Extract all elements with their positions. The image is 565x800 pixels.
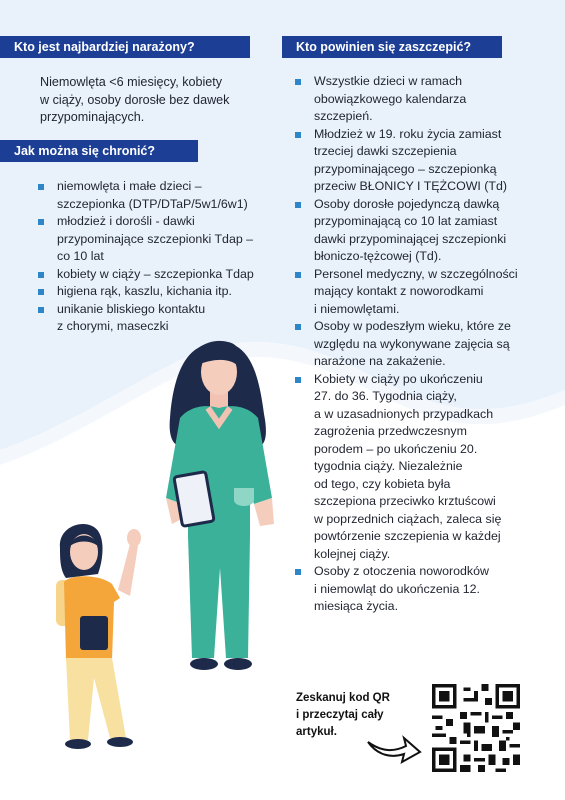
qr-instruction: Zeskanuj kod QR i przeczytaj cały artykuł. — [296, 692, 390, 738]
list-item: Personel medyczny, w szczególności mający kontakt z noworodkami i niemowlętami. — [294, 266, 554, 319]
list-item: Młodzież w 19. roku życia zamiast trzeciej dawki szczepienia przypominającego – szczepionką przeciw BŁONICY I TĘŻCOWI (Td) — [294, 126, 554, 196]
risk-line: Niemowlęta <6 miesięcy, kobiety — [40, 75, 223, 89]
list-item: unikanie bliskiego kontaktu z chorymi, maseczki — [37, 301, 277, 336]
section-header-risk: Kto jest najbardziej narażony? — [0, 36, 250, 58]
list-item: Osoby dorosłe pojedynczą dawką przypominającą co 10 lat zamiast dawki przypominającej szczepionki błoniczo-tężcowej (Td). — [294, 196, 554, 266]
section-header-who: Kto powinien się zaszczepić? — [282, 36, 502, 58]
risk-line: w ciąży, osoby dorosłe bez dawek — [40, 92, 230, 107]
qr-code-icon[interactable] — [432, 684, 520, 772]
child-illustration — [40, 518, 160, 768]
risk-paragraph — [40, 74, 260, 127]
list-item: młodzież i dorośli - dawki przypominające szczepionki Tdap – co 10 lat — [37, 213, 277, 266]
protection-list — [37, 178, 277, 336]
section-header-protection: Jak można się chronić? — [0, 140, 198, 162]
nurse-illustration — [150, 328, 290, 688]
list-item: Kobiety w ciąży po ukończeniu 27. do 36. Tygodnia ciąży, a w uzasadnionych przypadkach zagrożenia przedwczesnym porodem – po ukończeniu 20. tygodnia ciąży. Niezależnie od tego, czy kobieta była szczepiona przeciwko krztuścowi w poprzednich ciążach, zaleca się powtórzenie szczepienia w każdej kolejnej ciąży. — [294, 371, 554, 564]
arrow-right-icon — [364, 728, 424, 768]
who-list — [294, 73, 554, 616]
list-item: Osoby w podeszłym wieku, które ze względu na wykonywane zajęcia są narażone na zakażenie. — [294, 318, 554, 371]
list-item: Wszystkie dzieci w ramach obowiązkowego kalendarza szczepień. — [294, 73, 554, 126]
list-item: kobiety w ciąży – szczepionka Tdap — [37, 266, 277, 284]
risk-line: przypominających. — [40, 110, 145, 125]
list-item: Osoby z otoczenia noworodków i niemowląt do ukończenia 12. miesiąca życia. — [294, 563, 554, 616]
list-item: niemowlęta i małe dzieci – szczepionka (DTP/DTaP/5w1/6w1) — [37, 178, 277, 213]
list-item: higiena rąk, kaszlu, kichania itp. — [37, 283, 277, 301]
